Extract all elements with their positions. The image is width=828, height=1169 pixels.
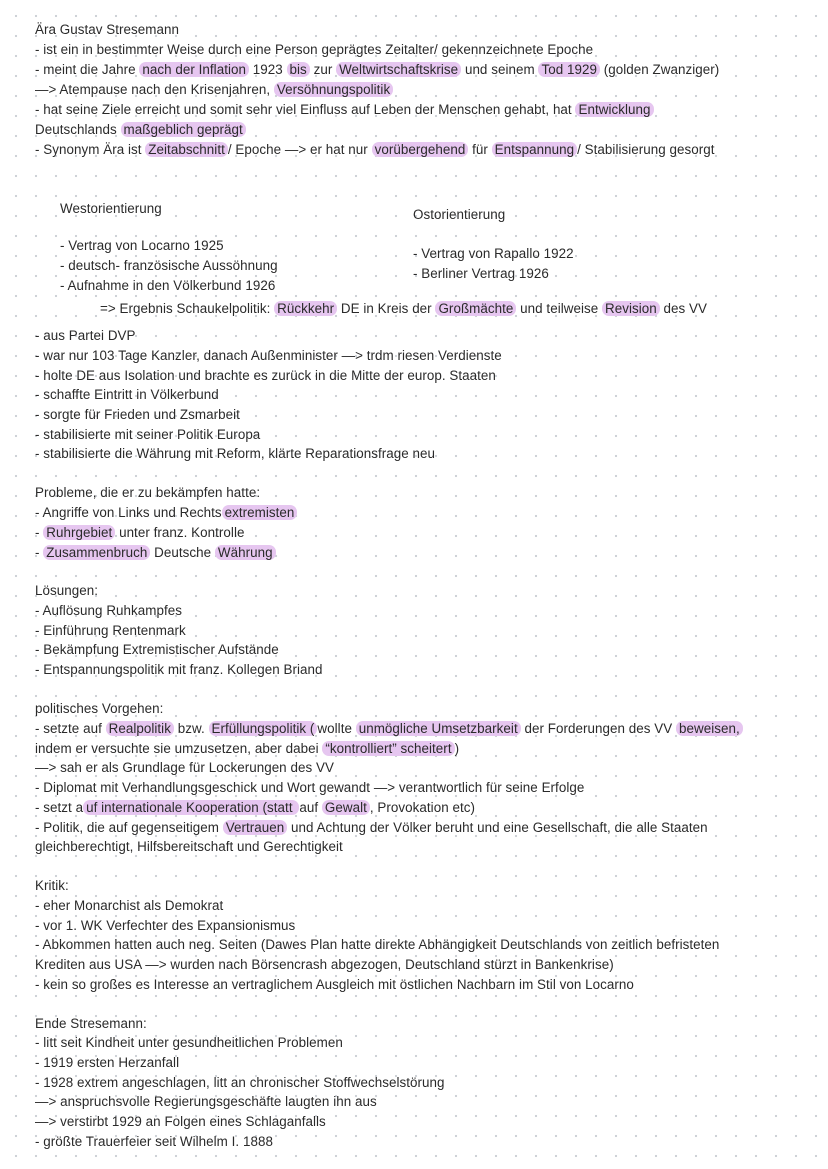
intro-line-2: - meint die Jahre nach der Inflation 1923 bis zur Weltwirtschaftskrise und seinem Tod 1929 (golden Zwanziger) xyxy=(35,62,720,77)
loesung-item: - Auflösung Ruhkampfes xyxy=(35,603,182,618)
highlight: extremisten xyxy=(222,505,298,520)
fact-item: - sorgte für Frieden und Zsmarbeit xyxy=(35,407,240,422)
page-title: Ära Gustav Stresemann xyxy=(35,22,179,37)
ende-item: - größte Trauerfeier seit Wilhelm I. 1888 xyxy=(35,1134,273,1149)
ende-item: - litt seit Kindheit unter gesundheitlichen Problemen xyxy=(35,1035,343,1050)
ost-heading: Ostorientierung xyxy=(413,207,506,222)
fact-item: - aus Partei DVP xyxy=(35,328,136,343)
highlight: Vertrauen xyxy=(223,820,288,835)
ost-item: - Vertrag von Rapallo 1922 xyxy=(413,246,574,261)
problem-item: - Angriffe von Links und Rechts extremisten xyxy=(35,504,297,522)
politik-line: —> sah er als Grundlage für Lockerungen des VV xyxy=(35,760,334,775)
highlight: Rückkehr xyxy=(274,301,337,316)
kritik-heading: Kritik: xyxy=(35,878,69,893)
intro-line-5: Deutschlands maßgeblich geprägt xyxy=(35,121,246,139)
highlight: nach der Inflation xyxy=(139,62,249,77)
west-item: - Aufnahme in den Völkerbund 1926 xyxy=(60,278,276,293)
highlight: Zusammenbruch xyxy=(43,545,150,560)
politik-line: - Politik, die auf gegenseitigem Vertrauen und Achtung der Völker beruht und eine Gesellschaft, die alle Staaten xyxy=(35,820,708,835)
highlight: Versöhnungspolitik xyxy=(274,82,393,97)
highlight: uf internationale Kooperation (statt xyxy=(83,800,299,815)
ende-item: —> verstirbt 1929 an Folgen eines Schlaganfalls xyxy=(35,1114,326,1129)
politik-line: indem er versuchte sie umzusetzen, aber dabei “kontrolliert” scheitert ) xyxy=(35,741,460,756)
politik-line: - setzte auf Realpolitik bzw. Erfüllungspolitik ( wollte unmögliche Umsetzbarkeit der Forderungen des VV beweisen, xyxy=(35,720,743,738)
ost-item: - Berliner Vertrag 1926 xyxy=(413,266,549,281)
intro-line-1: - ist ein in bestimmter Weise durch eine Person geprägtes Zeitalter/ gekennzeichnete Epoche xyxy=(35,42,594,57)
highlight: unmögliche Umsetzbarkeit xyxy=(356,721,521,736)
kritik-item: - eher Monarchist als Demokrat xyxy=(35,898,224,913)
highlight: Währung xyxy=(215,545,276,560)
highlight: vorübergehend xyxy=(372,142,469,157)
politik-line: gleichberechtigt, Hilfsbereitschaft und Gerechtigkeit xyxy=(35,839,343,854)
kritik-item: Krediten aus USA —> wurden nach Börsencrash abgezogen, Deutschland stürzt in Bankenkrise) xyxy=(35,957,614,972)
west-column xyxy=(60,200,360,300)
politik-line: - setzt a uf internationale Kooperation (statt auf Gewalt , Provokation etc) xyxy=(35,800,475,815)
fact-item: - schaffte Eintritt in Völkerbund xyxy=(35,387,219,402)
highlight: Weltwirtschaftskrise xyxy=(336,62,461,77)
ende-item: —> anspruchsvolle Regierungsgeschäfte laugten ihn aus xyxy=(35,1094,377,1109)
loesung-item: - Einführung Rentenmark xyxy=(35,623,186,638)
highlight: bis xyxy=(287,62,310,77)
highlight: Realpolitik xyxy=(106,721,174,736)
ergebnis-line: => Ergebnis Schaukelpolitik: Rückkehr DE in Kreis der Großmächte und teilweise Revision des VV xyxy=(100,301,708,316)
kritik-item: - Abkommen hatten auch neg. Seiten (Dawes Plan hatte direkte Abhängigkeit Deutschlands von zeitlich befristeten xyxy=(35,937,720,952)
highlight: “kontrolliert” scheitert xyxy=(322,741,454,756)
highlight: Erfüllungspolitik ( xyxy=(209,721,318,736)
ende-item: - 1919 ersten Herzanfall xyxy=(35,1055,180,1070)
west-item: - deutsch- französische Aussöhnung xyxy=(60,258,278,273)
politik-heading: politisches Vorgehen: xyxy=(35,701,164,716)
ende-heading: Ende Stresemann: xyxy=(35,1016,147,1031)
loesung-item: - Bekämpfung Extremistischer Aufstände xyxy=(35,642,279,657)
highlight: Großmächte xyxy=(435,301,516,316)
fact-item: - war nur 103 Tage Kanzler, danach Außenminister —> trdm riesen Verdienste xyxy=(35,348,502,363)
ende-item: - 1928 extrem angeschlagen, litt an chronischer Stoffwechselstörung xyxy=(35,1075,445,1090)
highlight: maßgeblich geprägt xyxy=(121,122,246,137)
fact-item: - stabilisierte mit seiner Politik Europa xyxy=(35,427,261,442)
intro-line-4: - hat seine Ziele erreicht und somit sehr viel Einfluss auf Leben der Menschen gehabt, hat Entwicklung xyxy=(35,101,654,119)
highlight: Entwicklung xyxy=(575,102,653,117)
highlight: beweisen, xyxy=(676,721,743,736)
problem-item: - Ruhrgebiet unter franz. Kontrolle xyxy=(35,525,245,540)
west-heading: Westorientierung xyxy=(60,201,162,216)
probleme-heading: Probleme, die er zu bekämpfen hatte: xyxy=(35,485,261,500)
kritik-item: - kein so großes es Interesse an vertraglichem Ausgleich mit östlichen Nachbarn im Stil von Locarno xyxy=(35,977,634,992)
highlight: Ruhrgebiet xyxy=(43,525,115,540)
fact-item: - holte DE aus Isolation und brachte es zurück in die Mitte der europ. Staaten xyxy=(35,368,496,383)
highlight: Zeitabschnitt xyxy=(145,142,228,157)
loesung-item: - Entspannungspolitik mit franz. Kollegen Briand xyxy=(35,662,323,677)
ost-column xyxy=(413,206,713,286)
highlight: Gewalt xyxy=(322,800,370,815)
kritik-item: - vor 1. WK Verfechter des Expansionismus xyxy=(35,918,296,933)
highlight: Tod 1929 xyxy=(538,62,600,77)
highlight: Entspannung xyxy=(492,142,577,157)
fact-item: - stabilisierte die Währung mit Reform, klärte Reparationsfrage neu xyxy=(35,446,436,461)
politik-line: - Diplomat mit Verhandlungsgeschick und Wort gewandt —> verantwortlich für seine Erfolge xyxy=(35,780,585,795)
problem-item: - Zusammenbruch Deutsche Währung xyxy=(35,544,276,562)
highlight: Revision xyxy=(602,301,660,316)
west-item: - Vertrag von Locarno 1925 xyxy=(60,238,224,253)
loesungen-heading: Lösungen: xyxy=(35,583,98,598)
intro-line-3: —> Atempause nach den Krisenjahren, Versöhnungspolitik xyxy=(35,81,393,99)
intro-line-6: - Synonym Ära ist Zeitabschnitt / Epoche —> er hat nur vorübergehend für Entspannung / Stabilisierung gesorgt xyxy=(35,142,715,157)
